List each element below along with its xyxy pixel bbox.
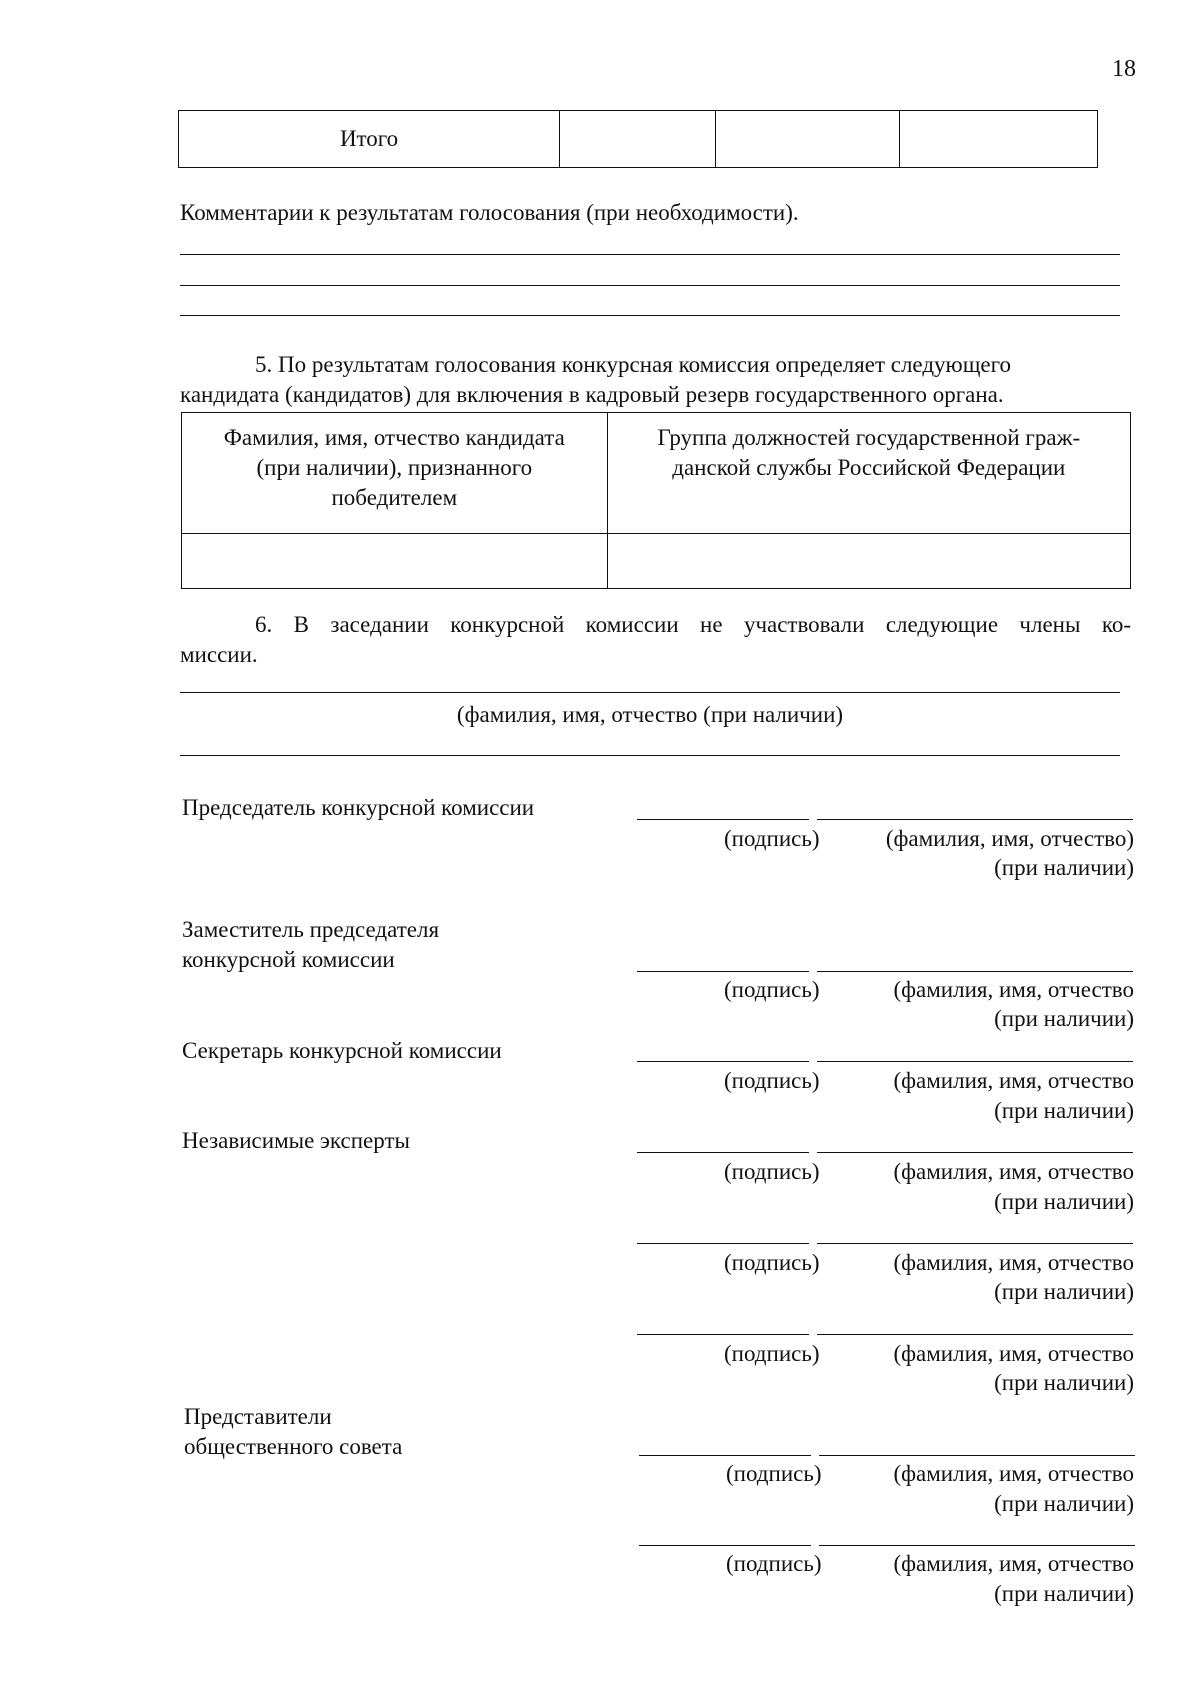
total-cell-2 xyxy=(716,111,900,168)
chairman-name-caption-2: (при наличии) xyxy=(994,855,1134,880)
secretary-label: Секретарь конкурсной комиссии xyxy=(182,1038,502,1063)
deputy-name-caption: (фамилия, имя, отчество xyxy=(893,977,1134,1002)
candidate-name-header-line1: Фамилия, имя, отчество кандидата xyxy=(223,425,565,450)
absent-members-caption: (фамилия, имя, отчество (при наличии) xyxy=(456,702,844,727)
expert-3-signature-line xyxy=(637,1334,809,1335)
comments-line-2 xyxy=(180,285,1120,286)
candidate-name-header xyxy=(182,413,608,534)
chairman-name-caption: (фамилия, имя, отчество) xyxy=(885,826,1134,851)
expert-3-name-caption: (фамилия, имя, отчество xyxy=(893,1341,1134,1366)
total-row xyxy=(179,111,1098,168)
chairman-name-line xyxy=(817,819,1133,820)
expert-3-name-caption-2: (при наличии) xyxy=(994,1370,1134,1395)
position-group-header-line1: Группа должностей государственной граж- xyxy=(657,425,1081,450)
secretary-signature-caption: (подпись) xyxy=(724,1068,820,1093)
expert-2-name-caption-2: (при наличии) xyxy=(994,1279,1134,1304)
position-group-header xyxy=(607,413,1130,534)
position-group-cell xyxy=(607,534,1130,589)
expert-2-signature-caption: (подпись) xyxy=(724,1250,820,1275)
chairman-signature-caption: (подпись) xyxy=(724,826,820,851)
candidate-name-cell xyxy=(182,534,608,589)
chairman-label: Председатель конкурсной комиссии xyxy=(182,795,535,820)
secretary-name-line xyxy=(817,1061,1133,1062)
section5-line2: кандидата (кандидатов) для включения в кадровый резерв государственного органа. xyxy=(180,382,1004,407)
comments-line-3 xyxy=(180,315,1120,316)
candidate-name-header-line3: победителем xyxy=(331,485,458,510)
public-2-signature-caption: (подпись) xyxy=(726,1551,822,1576)
deputy-label-line1: Заместитель председателя xyxy=(182,917,440,942)
secretary-signature-line xyxy=(637,1061,809,1062)
candidate-name-header-line2: (при наличии), признанного xyxy=(256,455,533,480)
expert-1-name-caption: (фамилия, имя, отчество xyxy=(893,1159,1134,1184)
expert-3-signature-caption: (подпись) xyxy=(724,1341,820,1366)
public-2-name-caption-2: (при наличии) xyxy=(994,1581,1134,1606)
expert-1-name-line xyxy=(817,1152,1133,1153)
section5-line1: 5. По результатам голосования конкурсная комиссия определяет следующего xyxy=(255,352,1012,377)
page-number: 18 xyxy=(1112,56,1136,82)
chairman-signature-line xyxy=(637,819,809,820)
expert-2-name-line xyxy=(817,1243,1133,1244)
section6-line1: 6. В заседании конкурсной комиссии не участвовали следующие члены ко- xyxy=(255,612,1131,637)
secretary-name-caption: (фамилия, имя, отчество xyxy=(893,1068,1134,1093)
total-table xyxy=(178,110,1098,168)
public-1-name-line xyxy=(819,1455,1135,1456)
candidate-table-header xyxy=(182,413,1131,534)
public-1-signature-line xyxy=(639,1455,811,1456)
expert-3-name-line xyxy=(817,1334,1133,1335)
comments-heading: Комментарии к результатам голосования (при необходимости). xyxy=(180,200,799,225)
expert-1-name-caption-2: (при наличии) xyxy=(994,1189,1134,1214)
candidate-table-row xyxy=(182,534,1131,589)
expert-1-signature-line xyxy=(637,1152,809,1153)
public-1-signature-caption: (подпись) xyxy=(726,1461,822,1486)
deputy-label-line2: конкурсной комиссии xyxy=(182,947,395,972)
public-1-name-caption-2: (при наличии) xyxy=(994,1491,1134,1516)
total-label: Итого xyxy=(179,111,560,168)
absent-members-line xyxy=(180,692,1120,693)
experts-label: Независимые эксперты xyxy=(182,1128,410,1153)
expert-1-signature-caption: (подпись) xyxy=(724,1159,820,1184)
public-council-label-line2: общественного совета xyxy=(184,1434,403,1459)
expert-2-name-caption: (фамилия, имя, отчество xyxy=(893,1250,1134,1275)
total-cell-1 xyxy=(560,111,716,168)
total-cell-3 xyxy=(900,111,1098,168)
secretary-name-caption-2: (при наличии) xyxy=(994,1098,1134,1123)
absent-members-line-2 xyxy=(180,755,1120,756)
deputy-name-line xyxy=(817,971,1133,972)
public-1-name-caption: (фамилия, имя, отчество xyxy=(893,1461,1134,1486)
public-2-name-caption: (фамилия, имя, отчество xyxy=(893,1551,1134,1576)
deputy-signature-caption: (подпись) xyxy=(724,977,820,1002)
deputy-name-caption-2: (при наличии) xyxy=(994,1006,1134,1031)
expert-2-signature-line xyxy=(637,1243,809,1244)
deputy-signature-line xyxy=(637,971,809,972)
public-2-signature-line xyxy=(639,1545,811,1546)
comments-line-1 xyxy=(180,254,1120,255)
public-2-name-line xyxy=(819,1545,1135,1546)
public-council-label-line1: Представители xyxy=(184,1404,332,1429)
position-group-header-line2: данской службы Российской Федерации xyxy=(672,455,1066,480)
candidate-table xyxy=(181,412,1131,589)
section6-line2: миссии. xyxy=(180,642,258,667)
